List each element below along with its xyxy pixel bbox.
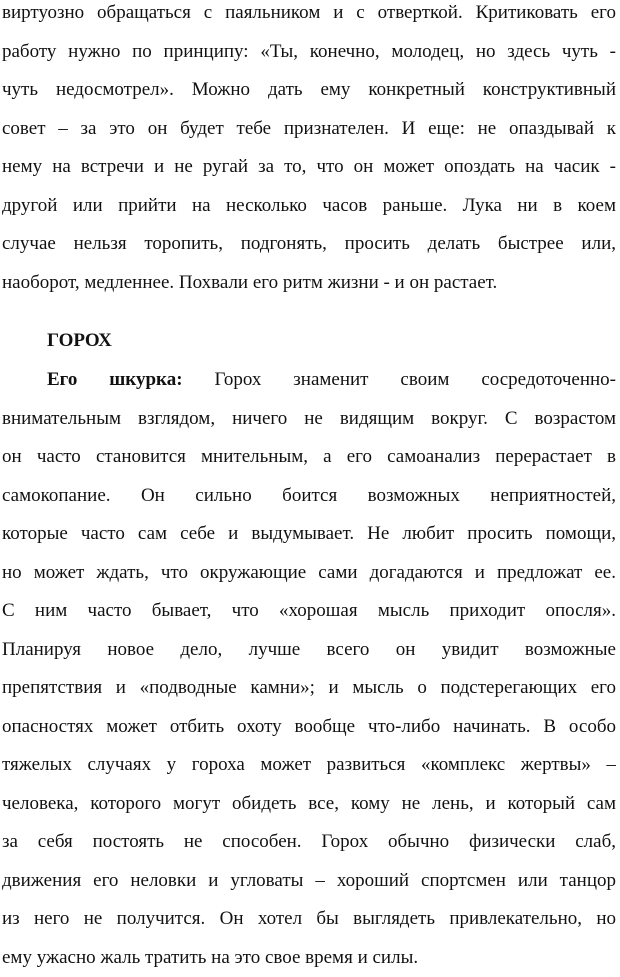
text-line: тяжелых случаях у гороха может развиться «комплекс жертвы» – bbox=[2, 746, 616, 785]
text-line: препятствия и «подводные камни»; и мысль о подстерегающих его bbox=[2, 669, 616, 708]
section-paragraph bbox=[2, 361, 616, 977]
text-line: другой или прийти на несколько часов раньше. Лука ни в коем bbox=[2, 187, 616, 226]
text-line: совет – за это он будет тебе признателен. И еще: не опаздывай к bbox=[2, 110, 616, 149]
text-line: чуть недосмотрел». Можно дать ему конкретный конструктивный bbox=[2, 71, 616, 110]
text-line: из него не получится. Он хотел бы выглядеть привлекательно, но bbox=[2, 900, 616, 939]
text-line: виртуозно обращаться с паяльником и с отверткой. Критиковать его bbox=[2, 0, 616, 33]
text-line: Планируя новое дело, лучше всего он увидит возможные bbox=[2, 631, 616, 670]
text-line: работу нужно по принципу: «Ты, конечно, молодец, но здесь чуть - bbox=[2, 33, 616, 72]
text-line: движения его неловки и угловаты – хороший спортсмен или танцор bbox=[2, 862, 616, 901]
text-line: он часто становится мнительным, а его самоанализ перерастает в bbox=[2, 438, 616, 477]
section-heading: ГОРОХ bbox=[47, 326, 112, 356]
first-line-text: Горох знаменит своим сосредоточенно- bbox=[215, 369, 617, 390]
text-line: самокопание. Он сильно боится возможных неприятностей, bbox=[2, 477, 616, 516]
text-line: человека, которого могут обидеть все, кому не лень, и который сам bbox=[2, 785, 616, 824]
text-line-first bbox=[2, 361, 616, 400]
lead-label: Его шкурка: bbox=[47, 369, 183, 390]
text-line: опасностях может отбить охоту вообще что-либо начинать. В особо bbox=[2, 708, 616, 747]
text-line: случае нельзя торопить, подгонять, просить делать быстрее или, bbox=[2, 225, 616, 264]
text-line: наоборот, медленнее. Похвали его ритм жизни - и он растает. bbox=[2, 264, 616, 303]
text-line: С ним часто бывает, что «хорошая мысль приходит опосля». bbox=[2, 592, 616, 631]
intro-paragraph bbox=[2, 0, 616, 302]
text-line: внимательным взглядом, ничего не видящим вокруг. С возрастом bbox=[2, 400, 616, 439]
text-line: за себя постоять не способен. Горох обычно физически слаб, bbox=[2, 823, 616, 862]
text-line: но может ждать, что окружающие сами догадаются и предложат ее. bbox=[2, 554, 616, 593]
text-line: нему на встречи и не ругай за то, что он может опоздать на часик - bbox=[2, 148, 616, 187]
text-line: ему ужасно жаль тратить на это свое время и силы. bbox=[2, 939, 616, 977]
text-line: которые часто сам себе и выдумывает. Не любит просить помощи, bbox=[2, 515, 616, 554]
